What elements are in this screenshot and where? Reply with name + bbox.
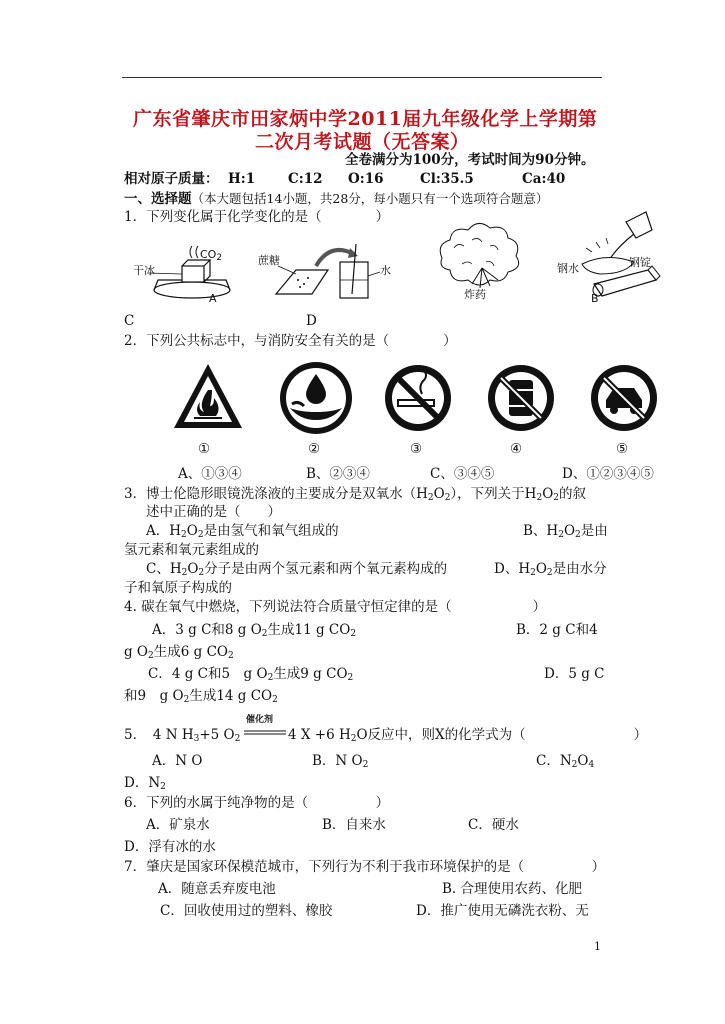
q3-stem: 3．博士伦隐形眼镜洗涤液的主要成分是双氧水$(H_2O_2)$，下列关于$H_2O_2$的叙: [124, 486, 586, 503]
atomic-mass-label: 相对原子质量：: [124, 171, 219, 187]
title-line-2: 二次月考试题（无答案）: [255, 131, 470, 153]
reaction-arrow: [244, 730, 286, 736]
q6-option-b: B．自来水: [322, 817, 386, 833]
q5-option-a: A．N O: [152, 753, 203, 769]
page-number: 1: [594, 940, 601, 953]
q5-stem-part-1: 5． 4 N $H_3+5$ $O_2$: [124, 727, 241, 744]
q7-stem: 7．肇庆是国家环保模范城市，下列行为不利于我市环境保护的是（ ）: [124, 859, 606, 875]
steel-ingot-label: 钢锭: [629, 256, 651, 269]
catalyst-label: 催化剂: [246, 715, 274, 725]
co2-label: $CO_2$: [200, 248, 223, 263]
q5-stem-part-2: 4 X +6 $H_2O$反应中，则X的化学式为（ ）: [288, 727, 648, 744]
q4-option-a: A．3 g C和8 g $O_2$生成11 g $CO_2$: [152, 622, 357, 639]
sugar-dissolve-figure: [256, 236, 386, 306]
q4-stem: 4. 碳在氧气中燃烧，下列说法符合质量守恒定律的是（ ）: [124, 599, 547, 615]
fig-label-b: B: [591, 292, 599, 305]
q4-option-b: B．2 g C和4: [516, 622, 598, 638]
no-smoking-sign: [382, 358, 454, 438]
no-dumping-sign: [485, 358, 557, 438]
q3-stem-2: 述中正确的是（ ）: [146, 504, 281, 520]
fig-label-c: C: [124, 313, 135, 329]
q3-option-b: B、$H_2O_2$是由: [523, 523, 608, 540]
q4-option-d-cont: 和9 g $O_2$生成14 g $CO_2$: [124, 688, 278, 705]
q7-option-d: D．推广使用无磷洗衣粉、无: [416, 903, 589, 919]
sugar-label: 蔗糖: [258, 254, 280, 267]
no-motor-vehicle-sign: [588, 358, 660, 438]
water-saving-sign: [278, 356, 356, 440]
sign-number-1: ①: [198, 441, 211, 457]
sign-number-5: ⑤: [616, 441, 629, 457]
q5-option-d: D．$N_2$: [124, 775, 166, 792]
q3-option-c: C、$H_2O_2$分子是由两个氢元素和两个氧元素构成的: [146, 561, 448, 578]
fig-label-d: D: [306, 313, 317, 329]
q7-option-a: A．随意丢弃废电池: [158, 881, 276, 897]
q2-stem: 2．下列公共标志中，与消防安全有关的是（ ）: [124, 333, 457, 349]
atomic-mass-ca: Ca:40: [522, 171, 566, 187]
q4-option-c: C．4 g C和5 g $O_2$生成9 g $CO_2$: [148, 666, 354, 683]
q2-option-b: B、②③④: [306, 466, 370, 482]
explosive-label: 炸药: [464, 288, 486, 301]
q6-option-d: D．浮有冰的水: [124, 839, 216, 855]
q3-option-d-cont: 子和氧原子构成的: [124, 580, 232, 596]
atomic-mass-h: H:1: [228, 171, 256, 187]
dry-ice-label: 干冰: [133, 264, 155, 277]
q4-option-d: D．5 g C: [544, 666, 605, 682]
q2-option-a: A、①③④: [178, 466, 242, 482]
q7-option-b: B. 合理使用农药、化肥: [442, 881, 583, 897]
header-rule: [122, 77, 602, 78]
water-label: 水: [380, 264, 391, 277]
q2-option-c: C、③④⑤: [430, 466, 495, 482]
q6-stem: 6．下列的水属于纯净物的是（ ）: [124, 795, 390, 811]
fig-label-a: A: [209, 292, 217, 305]
q7-option-c: C．回收使用过的塑料、橡胶: [160, 903, 333, 919]
sign-number-4: ④: [510, 441, 523, 457]
flammable-warning-sign: [172, 360, 244, 440]
sign-number-2: ②: [308, 441, 321, 457]
exam-info: 全卷满分为100分，考试时间为90分钟。: [345, 152, 595, 168]
atomic-mass-c: C:12: [288, 171, 323, 187]
q6-option-a: A．矿泉水: [146, 817, 210, 833]
q6-option-c: C．硬水: [468, 817, 519, 833]
q5-option-c: C．$N_2O_4$: [536, 753, 595, 770]
q4-option-b-cont: g $O_2$生成6 g $CO_2$: [124, 644, 234, 661]
q3-option-a: A．$H_2O_2$是由氢气和氧气组成的: [146, 523, 339, 540]
atomic-mass-cl: Cl:35.5: [420, 171, 474, 187]
q3-option-b-cont: 氢元素和氧元素组成的: [124, 542, 259, 558]
atomic-mass-o: O:16: [348, 171, 384, 187]
q2-option-d: D、①②③④⑤: [562, 466, 654, 482]
molten-steel-label: 钢水: [557, 262, 579, 275]
sign-number-3: ③: [410, 441, 423, 457]
q3-option-d: D、$H_2O_2$是由水分: [494, 561, 607, 578]
title-line-1: 广东省肇庆市田家炳中学2011届九年级化学上学期第: [133, 108, 598, 130]
section-heading: 一、选择题（本大题包括14小题，共28分，每小题只有一个选项符合题意）: [124, 191, 549, 207]
q1-stem: 1．下列变化属于化学变化的是（ ）: [124, 209, 390, 225]
q5-option-b: B．N $O_2$: [312, 753, 369, 770]
